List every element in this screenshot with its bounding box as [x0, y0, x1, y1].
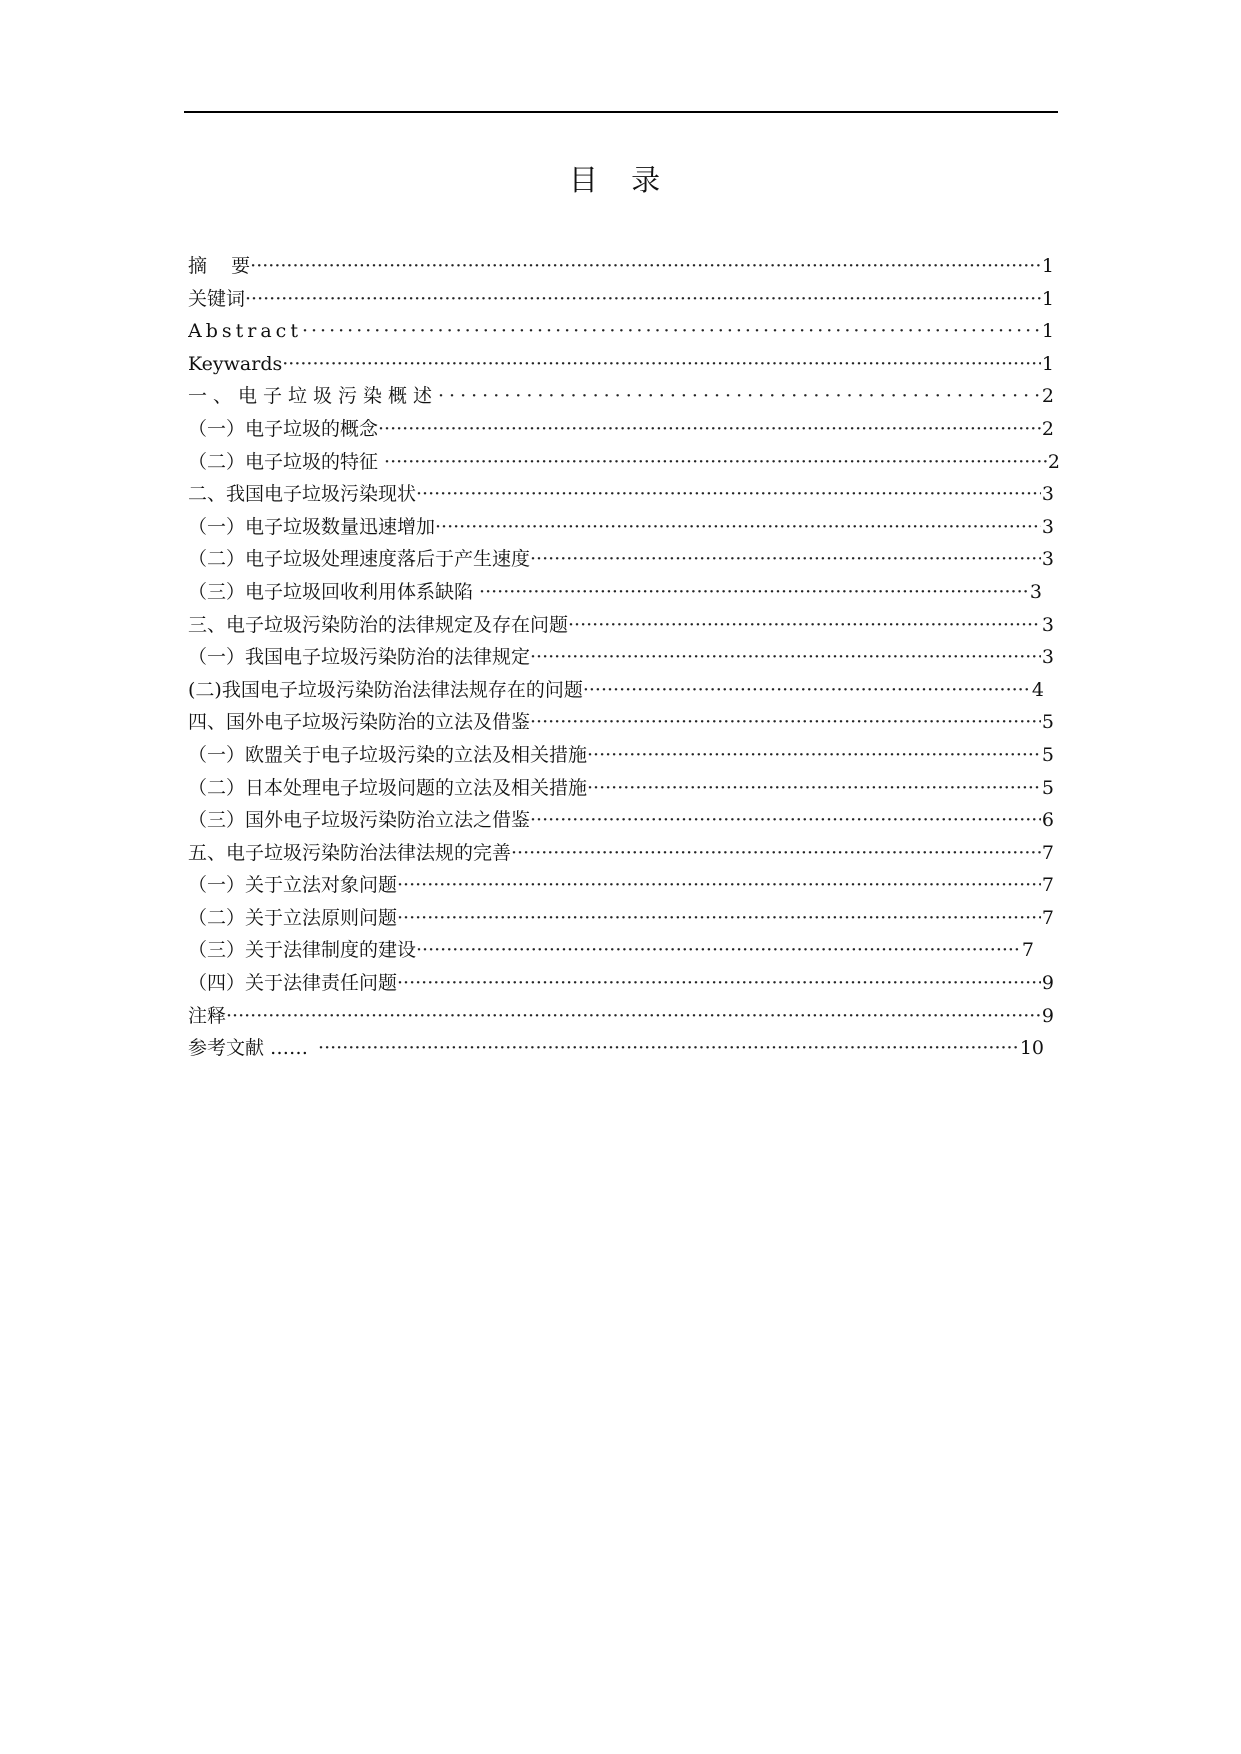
toc-leader	[587, 739, 1041, 772]
toc-leader	[282, 348, 1041, 381]
toc-entry-label: （三）电子垃圾回收利用体系缺陷	[188, 580, 480, 603]
toc-page-number: 2	[1047, 450, 1060, 473]
toc-page-number: 7	[1041, 874, 1054, 897]
toc-leader	[479, 576, 1029, 609]
toc-entry-label: （二）关于立法原则问题	[188, 906, 398, 929]
toc-leader	[587, 772, 1041, 805]
toc-page-number: 5	[1041, 776, 1054, 799]
toc-leader	[226, 1000, 1041, 1033]
toc-entry-label: （一）关于立法对象问题	[188, 874, 398, 897]
toc-leader	[245, 283, 1041, 316]
toc-page-number: 3	[1041, 548, 1054, 571]
toc-page-number: 2	[1041, 417, 1054, 440]
toc-page-number: 9	[1041, 972, 1054, 995]
toc-entry-section-2[interactable]	[188, 478, 1054, 511]
toc-leader	[384, 446, 1047, 479]
toc-leader	[416, 934, 1021, 967]
toc-leader	[438, 380, 1041, 413]
toc-leader	[530, 543, 1041, 576]
toc-leader	[318, 1032, 1019, 1065]
toc-entry-label: 关键词	[188, 287, 246, 310]
toc-page-number: 3	[1041, 515, 1054, 538]
toc-leader	[397, 902, 1041, 935]
toc-entry-section-4-2[interactable]	[188, 772, 1054, 805]
toc-leader	[378, 413, 1041, 446]
toc-page-number: 3	[1029, 580, 1042, 603]
toc-page-number: 1	[1041, 255, 1054, 277]
toc-entry-section-2-1[interactable]	[188, 511, 1054, 544]
toc-entry-label: （四）关于法律责任问题	[188, 972, 398, 995]
toc-entry-label: 二、我国电子垃圾污染现状	[188, 483, 417, 506]
toc-entry-label: 四、国外电子垃圾污染防治的立法及借鉴	[188, 711, 531, 734]
toc-page-number: 4	[1031, 678, 1044, 701]
toc-entry-label: (二)我国电子垃圾污染防治法律法规存在的问题	[188, 678, 583, 701]
toc-entry-label: 三、电子垃圾污染防治的法律规定及存在问题	[188, 613, 569, 636]
toc-leader	[568, 609, 1041, 642]
toc-entry-references[interactable]	[188, 1032, 1044, 1065]
toc-entry-section-4-3[interactable]	[188, 804, 1054, 837]
toc-entry-label: （二）电子垃圾的特征	[188, 450, 385, 473]
toc-entry-keywords-cn[interactable]	[188, 283, 1054, 316]
toc-entry-label: 一、电子垃圾污染概述	[188, 385, 439, 408]
toc-entry-label: （二）电子垃圾处理速度落后于产生速度	[188, 548, 531, 571]
toc-entry-label: 注释	[188, 1004, 227, 1027]
toc-leader	[397, 869, 1041, 902]
toc-entry-section-4-1[interactable]	[188, 739, 1054, 772]
toc-leader	[302, 315, 1041, 348]
toc-leader	[583, 674, 1031, 707]
toc-entry-section-5-3[interactable]	[188, 934, 1034, 967]
toc-entry-label: （三）国外电子垃圾污染防治立法之借鉴	[188, 809, 531, 832]
toc-page-number: 6	[1041, 809, 1054, 832]
toc-entry-label: （一）电子垃圾的概念	[188, 417, 379, 440]
toc-entry-section-5-1[interactable]	[188, 869, 1054, 902]
toc-entry-label: （二）日本处理电子垃圾问题的立法及相关措施	[188, 776, 588, 799]
table-of-contents	[188, 250, 1068, 1065]
toc-entry-section-1-1[interactable]	[188, 413, 1054, 446]
page-title: 目 录	[568, 163, 673, 197]
toc-page-number: 3	[1041, 483, 1054, 506]
toc-entry-section-4[interactable]	[188, 706, 1054, 739]
toc-entry-label: （一）我国电子垃圾污染防治的法律规定	[188, 646, 531, 669]
toc-page-number: 3	[1041, 646, 1054, 669]
toc-entry-section-1[interactable]	[188, 380, 1054, 413]
toc-entry-label: 摘 要	[188, 255, 251, 277]
toc-page-number: 9	[1041, 1004, 1054, 1027]
toc-page-number: 2	[1041, 385, 1054, 408]
toc-leader	[511, 837, 1041, 870]
toc-entry-label: 五、电子垃圾污染防治法律法规的完善	[188, 841, 512, 864]
toc-leader	[435, 511, 1041, 544]
toc-entry-section-5-4[interactable]	[188, 967, 1054, 1000]
toc-entry-label: Abstract	[188, 320, 302, 343]
toc-leader	[530, 706, 1041, 739]
toc-entry-abstract-en[interactable]	[188, 315, 1054, 348]
toc-entry-section-5[interactable]	[188, 837, 1054, 870]
toc-leader	[530, 641, 1041, 674]
toc-leader	[530, 804, 1041, 837]
toc-entry-label: Keywards	[188, 352, 283, 375]
toc-page-number: 1	[1041, 352, 1054, 375]
toc-page-number: 5	[1041, 743, 1054, 766]
toc-page-number: 1	[1041, 287, 1054, 310]
toc-entry-section-3-2[interactable]	[188, 674, 1044, 707]
toc-entry-notes[interactable]	[188, 1000, 1054, 1033]
toc-page-number: 1	[1041, 320, 1054, 343]
toc-entry-section-3-1[interactable]	[188, 641, 1054, 674]
toc-entry-section-2-3[interactable]	[188, 576, 1042, 609]
toc-entry-abstract-cn[interactable]	[188, 250, 1054, 283]
toc-entry-label: （一）电子垃圾数量迅速增加	[188, 515, 436, 538]
toc-page-number: 7	[1041, 906, 1054, 929]
toc-entry-section-2-2[interactable]	[188, 543, 1054, 576]
toc-page-number: 5	[1041, 711, 1054, 734]
toc-entry-keywords-en[interactable]	[188, 348, 1054, 381]
toc-entry-section-3[interactable]	[188, 609, 1054, 642]
header-rule	[184, 111, 1058, 113]
toc-entry-section-1-2[interactable]	[188, 446, 1060, 479]
toc-leader	[416, 478, 1041, 511]
toc-entry-label: （三）关于法律制度的建设	[188, 939, 417, 962]
toc-page-number: 7	[1021, 939, 1034, 962]
toc-entry-label: （一）欧盟关于电子垃圾污染的立法及相关措施	[188, 743, 588, 766]
toc-page-number: 7	[1041, 841, 1054, 864]
toc-page-number: 10	[1019, 1037, 1044, 1060]
toc-entry-label: 参考文献 ……	[188, 1037, 309, 1060]
toc-leader	[397, 967, 1041, 1000]
toc-leader	[250, 250, 1041, 283]
toc-page-number: 3	[1041, 613, 1054, 636]
toc-entry-section-5-2[interactable]	[188, 902, 1054, 935]
